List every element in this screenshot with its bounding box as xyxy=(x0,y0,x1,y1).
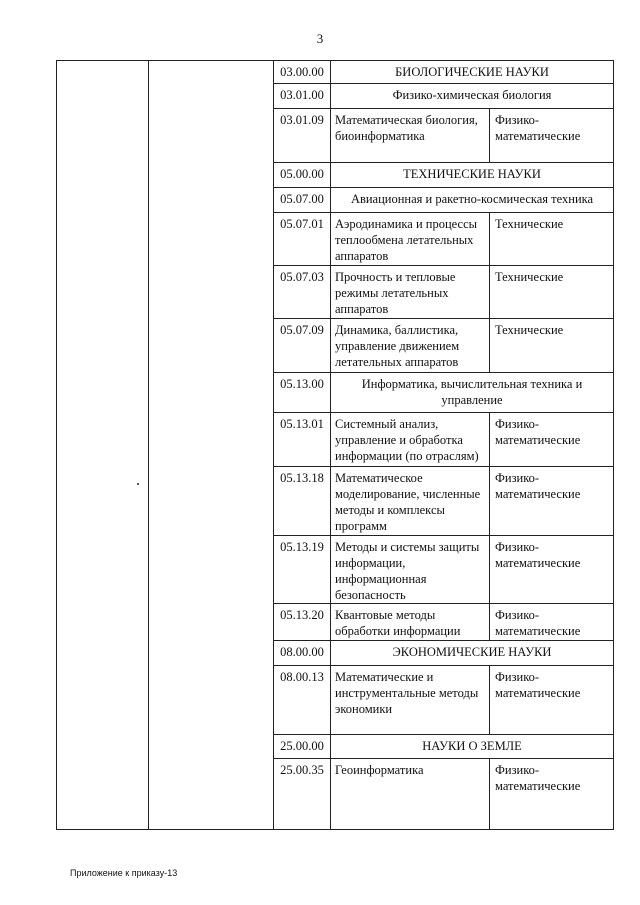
specialty-code: 03.01.00 xyxy=(274,84,331,109)
group-header: Физико-химическая биология xyxy=(331,84,614,109)
specialty-code: 08.00.13 xyxy=(274,666,331,735)
group-header: Авиационная и ракетно-космическая техника xyxy=(331,188,614,213)
specialty-code: 05.07.09 xyxy=(274,319,331,373)
specialty-code: 25.00.00 xyxy=(274,735,331,759)
specialties-table xyxy=(56,60,614,830)
specialty-name: Математическая биология, биоинформатика xyxy=(331,109,490,163)
specialty-code: 05.00.00 xyxy=(274,163,331,188)
specialty-code: 05.13.18 xyxy=(274,467,331,536)
specialty-name: Квантовые методы обработки информации xyxy=(331,604,490,641)
science-category: Технические xyxy=(490,266,614,319)
specialty-code: 03.00.00 xyxy=(274,61,331,84)
science-category: Физико-математические xyxy=(490,536,614,604)
group-header: Информатика, вычислительная техника и управление xyxy=(331,373,614,413)
specialty-name: Динамика, баллистика, управление движением летательных аппаратов xyxy=(331,319,490,373)
specialty-name: Прочность и тепловые режимы летательных аппаратов xyxy=(331,266,490,319)
table-row xyxy=(57,61,614,84)
science-category: Физико-математические xyxy=(490,413,614,467)
section-header: ЭКОНОМИЧЕСКИЕ НАУКИ xyxy=(331,641,614,666)
science-category: Технические xyxy=(490,319,614,373)
section-header: ТЕХНИЧЕСКИЕ НАУКИ xyxy=(331,163,614,188)
specialty-code: 05.13.00 xyxy=(274,373,331,413)
science-category: Физико-математические xyxy=(490,467,614,536)
specialty-code: 08.00.00 xyxy=(274,641,331,666)
specialty-name: Математическое моделирование, численные методы и комплексы программ xyxy=(331,467,490,536)
blank-column-2 xyxy=(149,61,274,830)
science-category: Физико-математические xyxy=(490,666,614,735)
specialty-code: 05.07.01 xyxy=(274,213,331,266)
specialty-name: Геоинформатика xyxy=(331,759,490,830)
blank-column-1 xyxy=(57,61,149,830)
specialty-name: Методы и системы защиты информации, информационная безопасность xyxy=(331,536,490,604)
specialty-code: 05.13.19 xyxy=(274,536,331,604)
specialty-code: 05.13.01 xyxy=(274,413,331,467)
specialty-code: 05.13.20 xyxy=(274,604,331,641)
specialty-code: 05.07.00 xyxy=(274,188,331,213)
section-header: БИОЛОГИЧЕСКИЕ НАУКИ xyxy=(331,61,614,84)
page-number: 3 xyxy=(316,31,324,46)
scan-speck xyxy=(137,483,139,485)
section-header: НАУКИ О ЗЕМЛЕ xyxy=(331,735,614,759)
specialty-name: Аэродинамика и процессы теплообмена летательных аппаратов xyxy=(331,213,490,266)
specialty-name: Системный анализ, управление и обработка информации (по отраслям) xyxy=(331,413,490,467)
document-footer: Приложение к приказу-13 xyxy=(70,868,178,878)
specialty-code: 25.00.35 xyxy=(274,759,331,830)
specialty-code: 03.01.09 xyxy=(274,109,331,163)
specialty-name: Математические и инструментальные методы экономики xyxy=(331,666,490,735)
science-category: Физико-математические xyxy=(490,604,614,641)
science-category: Физико-математические xyxy=(490,759,614,830)
science-category: Технические xyxy=(490,213,614,266)
specialty-code: 05.07.03 xyxy=(274,266,331,319)
science-category: Физико-математические xyxy=(490,109,614,163)
